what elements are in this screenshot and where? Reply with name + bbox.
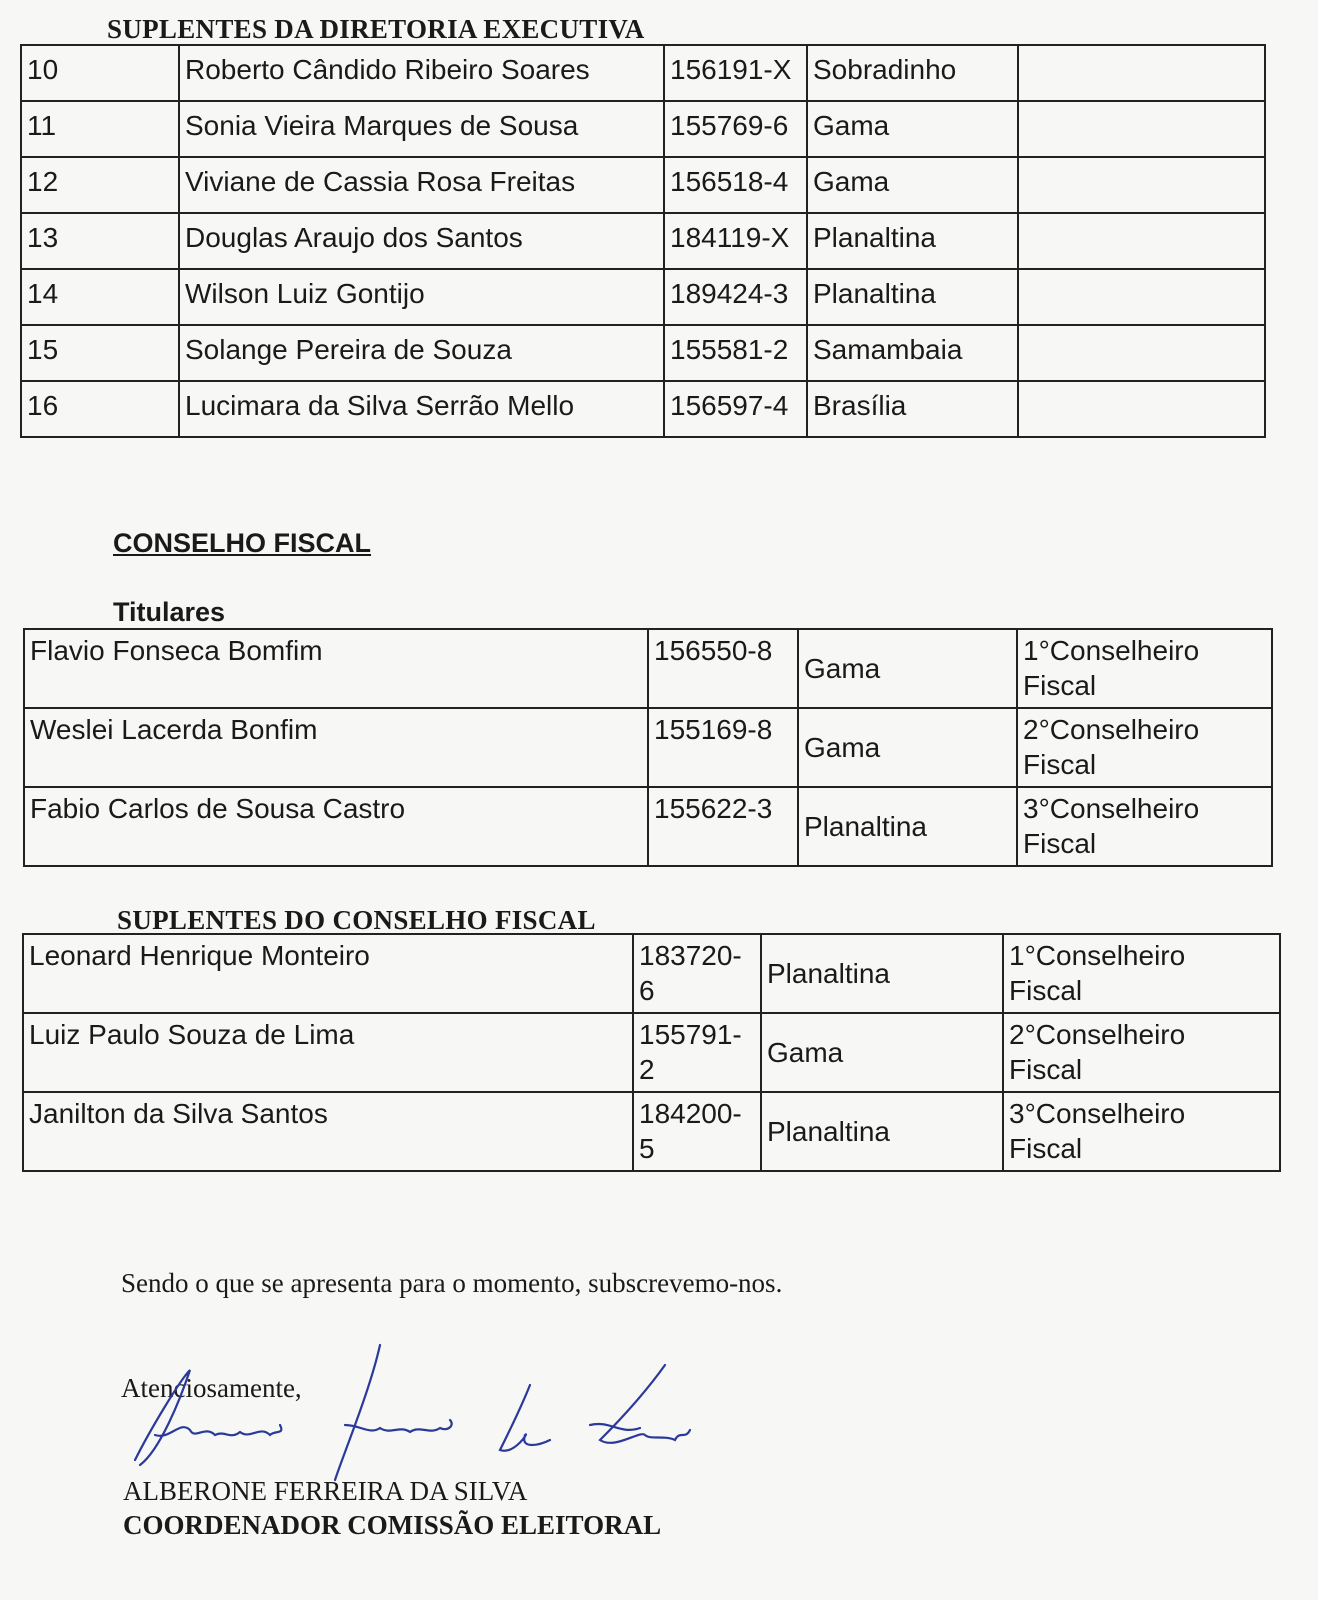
member-id: 156518-4 (664, 157, 807, 213)
member-id: 155622-3 (648, 787, 798, 866)
closing-sentence: Sendo o que se apresenta para o momento, subscrevemo-nos. (121, 1268, 783, 1298)
subtitle-titulares: Titulares (113, 597, 226, 627)
member-id: 155769-6 (664, 101, 807, 157)
member-city: Gama (761, 1013, 1003, 1092)
member-city: Gama (807, 101, 1018, 157)
member-role-line: 2°Conselheiro (1009, 1019, 1186, 1050)
member-role-line: Fiscal (1009, 1133, 1083, 1164)
member-role-line: Fiscal (1023, 670, 1097, 701)
member-name: Luiz Paulo Souza de Lima (23, 1013, 633, 1092)
member-city: Planaltina (807, 269, 1018, 325)
member-role-line: Fiscal (1023, 828, 1097, 859)
member-city: Gama (807, 157, 1018, 213)
table-row (23, 934, 1280, 1013)
table-row (24, 629, 1272, 708)
member-id: 189424-3 (664, 269, 807, 325)
member-name: Douglas Araujo dos Santos (179, 213, 664, 269)
table-row (21, 45, 1265, 101)
member-role (1017, 629, 1272, 708)
member-role-line: 1°Conselheiro (1009, 940, 1186, 971)
member-name: Flavio Fonseca Bomfim (24, 629, 648, 708)
row-number: 15 (21, 325, 179, 381)
row-number: 11 (21, 101, 179, 157)
regards: Atenciosamente, (121, 1373, 302, 1403)
member-name: Solange Pereira de Souza (179, 325, 664, 381)
section-title-suplentes-diretoria: SUPLENTES DA DIRETORIA EXECUTIVA (107, 14, 645, 44)
member-id: 155581-2 (664, 325, 807, 381)
suplentes-diretoria-table (20, 44, 1266, 438)
member-role-line: Fiscal (1009, 975, 1083, 1006)
empty-cell (1018, 157, 1265, 213)
row-number: 16 (21, 381, 179, 437)
table-row (21, 157, 1265, 213)
empty-cell (1018, 213, 1265, 269)
table-row (21, 269, 1265, 325)
empty-cell (1018, 45, 1265, 101)
member-role (1017, 708, 1272, 787)
member-name: Wilson Luiz Gontijo (179, 269, 664, 325)
member-role (1003, 1013, 1280, 1092)
signature-image (120, 1340, 700, 1490)
signer-role: COORDENADOR COMISSÃO ELEITORAL (123, 1510, 662, 1540)
member-name: Fabio Carlos de Sousa Castro (24, 787, 648, 866)
member-city: Brasília (807, 381, 1018, 437)
member-city: Planaltina (761, 1092, 1003, 1171)
member-id: 184119-X (664, 213, 807, 269)
table-row (21, 381, 1265, 437)
member-id-line: 6 (639, 975, 655, 1006)
member-role (1003, 934, 1280, 1013)
member-id-line: 155791- (639, 1019, 742, 1050)
member-role-line: 2°Conselheiro (1023, 714, 1200, 745)
suplentes-conselho-table (22, 933, 1281, 1172)
member-id: 156597-4 (664, 381, 807, 437)
member-role-line: Fiscal (1009, 1054, 1083, 1085)
member-name: Viviane de Cassia Rosa Freitas (179, 157, 664, 213)
empty-cell (1018, 101, 1265, 157)
table-row (21, 101, 1265, 157)
member-id (633, 934, 761, 1013)
conselho-fiscal-titulares-table (23, 628, 1273, 867)
section-title-conselho-fiscal: CONSELHO FISCAL (113, 528, 372, 558)
row-number: 14 (21, 269, 179, 325)
row-number: 13 (21, 213, 179, 269)
table-row (23, 1092, 1280, 1171)
member-name: Weslei Lacerda Bonfim (24, 708, 648, 787)
table-row (24, 708, 1272, 787)
member-city: Gama (798, 708, 1017, 787)
member-role-line: 3°Conselheiro (1023, 793, 1200, 824)
member-id (633, 1013, 761, 1092)
table-row (21, 213, 1265, 269)
section-title-suplentes-conselho: SUPLENTES DO CONSELHO FISCAL (117, 905, 596, 935)
table-row (24, 787, 1272, 866)
member-name: Sonia Vieira Marques de Sousa (179, 101, 664, 157)
empty-cell (1018, 381, 1265, 437)
row-number: 10 (21, 45, 179, 101)
table-row (23, 1013, 1280, 1092)
member-id-line: 5 (639, 1133, 655, 1164)
member-id: 156550-8 (648, 629, 798, 708)
member-name: Roberto Cândido Ribeiro Soares (179, 45, 664, 101)
empty-cell (1018, 269, 1265, 325)
member-name: Lucimara da Silva Serrão Mello (179, 381, 664, 437)
member-role (1003, 1092, 1280, 1171)
member-id (633, 1092, 761, 1171)
member-name: Leonard Henrique Monteiro (23, 934, 633, 1013)
empty-cell (1018, 325, 1265, 381)
member-name: Janilton da Silva Santos (23, 1092, 633, 1171)
member-city: Planaltina (798, 787, 1017, 866)
member-city: Planaltina (761, 934, 1003, 1013)
table-row (21, 325, 1265, 381)
row-number: 12 (21, 157, 179, 213)
member-id: 155169-8 (648, 708, 798, 787)
member-city: Samambaia (807, 325, 1018, 381)
member-role-line: 3°Conselheiro (1009, 1098, 1186, 1129)
member-city: Planaltina (807, 213, 1018, 269)
member-role (1017, 787, 1272, 866)
signer-name: ALBERONE FERREIRA DA SILVA (123, 1476, 528, 1506)
member-city: Sobradinho (807, 45, 1018, 101)
member-id-line: 2 (639, 1054, 655, 1085)
member-role-line: 1°Conselheiro (1023, 635, 1200, 666)
member-role-line: Fiscal (1023, 749, 1097, 780)
member-id-line: 184200- (639, 1098, 742, 1129)
member-id: 156191-X (664, 45, 807, 101)
member-id-line: 183720- (639, 940, 742, 971)
member-city: Gama (798, 629, 1017, 708)
